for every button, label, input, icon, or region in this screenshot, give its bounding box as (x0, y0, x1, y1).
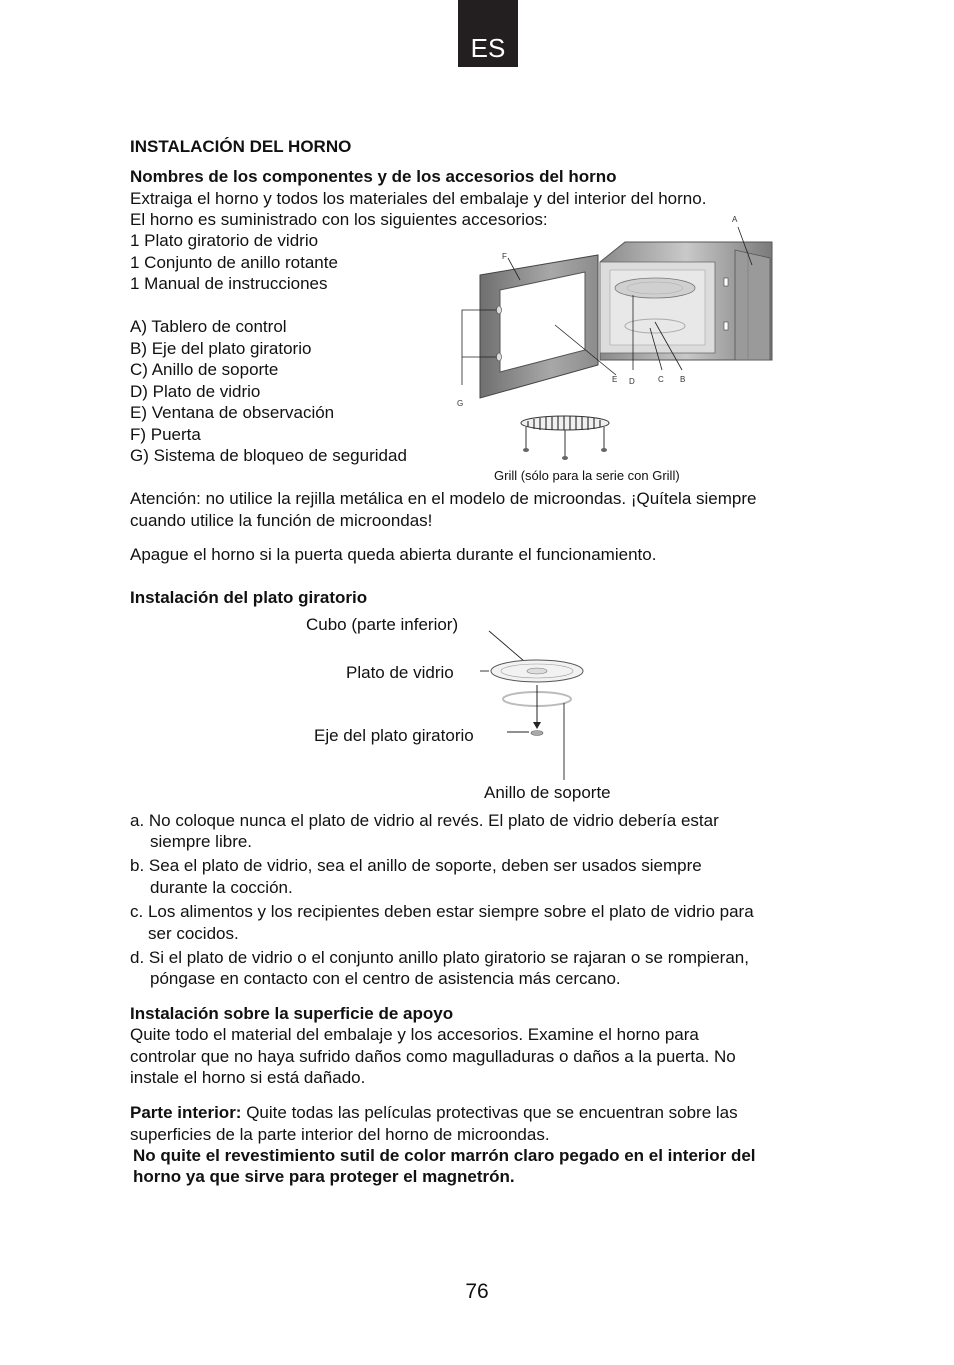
interior-warning-2: horno ya que sirve para proteger el magnetrón. (133, 1167, 515, 1186)
oven-diagram (450, 210, 790, 480)
note-d-line-1: d. Si el plato de vidrio o el conjunto anillo plato giratorio se rajaran o se rompieran, (130, 948, 749, 967)
diagram-letter-g: G (457, 399, 464, 408)
surface-line: instale el horno si está dañado. (130, 1068, 366, 1087)
components-heading: Nombres de los componentes y de los accesorios del horno (130, 167, 617, 186)
diagram-letter-c: C (658, 375, 664, 384)
note-a-line-2: siempre libre. (150, 832, 253, 851)
diagram-letter-f: F (502, 252, 507, 261)
note-b-line-1: b. Sea el plato de vidrio, sea el anillo de soporte, deben ser usados siempre (130, 856, 702, 875)
note-c-line-1: c. Los alimentos y los recipientes deben estar siempre sobre el plato de vidrio para (130, 902, 754, 921)
interior-label: Parte interior: (130, 1103, 242, 1122)
label-ring: Anillo de soporte (484, 783, 611, 802)
interior-text-2: superficies de la parte interior del horno de microondas. (130, 1125, 550, 1144)
diagram-letter-a: A (732, 215, 738, 224)
note-a-line-1: a. No coloque nunca el plato de vidrio al revés. El plato de vidrio debería estar (130, 811, 719, 830)
section-title: INSTALACIÓN DEL HORNO (130, 137, 352, 156)
interior-paragraph (130, 1102, 738, 1124)
label-glass: Plato de vidrio (346, 663, 454, 682)
diagram-letter-e: E (612, 375, 618, 384)
label-hub: Cubo (parte inferior) (306, 615, 459, 634)
diagram-letter-d: D (629, 377, 635, 386)
part-item: B) Eje del plato giratorio (130, 339, 312, 358)
label-shaft: Eje del plato giratorio (314, 726, 474, 745)
switch-off-note: Apague el horno si la puerta queda abierta durante el funcionamiento. (130, 545, 657, 564)
accessory-item: 1 Manual de instrucciones (130, 274, 328, 293)
interior-text-1: Quite todas las películas protectivas que se encuentran sobre las (241, 1103, 738, 1122)
turntable-heading: Instalación del plato giratorio (130, 588, 368, 607)
part-item: E) Ventana de observación (130, 403, 335, 422)
part-item: F) Puerta (130, 425, 201, 444)
surface-line: Quite todo el material del embalaje y los accesorios. Examine el horno para (130, 1025, 699, 1044)
note-d-line-2: póngase en contacto con el centro de asistencia más cercano. (150, 969, 621, 988)
part-item: D) Plato de vidrio (130, 382, 261, 401)
note-b-line-2: durante la cocción. (150, 878, 293, 897)
intro-line-1: Extraiga el horno y todos los materiales del embalaje y del interior del horno. (130, 189, 707, 208)
note-c-line-2: ser cocidos. (148, 924, 239, 943)
intro-line-2: El horno es suministrado con los siguientes accesorios: (130, 210, 548, 229)
interior-warning-1: No quite el revestimiento sutil de color marrón claro pegado en el interior del (133, 1146, 756, 1165)
attention-line-1: Atención: no utilice la rejilla metálica en el modelo de microondas. ¡Quítela siempre (130, 489, 757, 508)
grill-caption: Grill (sólo para la serie con Grill) (494, 468, 680, 483)
language-tab: ES (458, 0, 518, 67)
part-item: A) Tablero de control (130, 317, 287, 336)
surface-line: controlar que no haya sufrido daños como magulladuras o daños a la puerta. No (130, 1047, 736, 1066)
page-number: 76 (465, 1280, 489, 1303)
turntable-diagram (475, 625, 595, 785)
accessory-item: 1 Plato giratorio de vidrio (130, 231, 319, 250)
diagram-letter-b: B (680, 375, 686, 384)
part-item: C) Anillo de soporte (130, 360, 279, 379)
attention-line-2: cuando utilice la función de microondas! (130, 511, 433, 530)
part-item: G) Sistema de bloqueo de seguridad (130, 446, 407, 465)
accessory-item: 1 Conjunto de anillo rotante (130, 253, 338, 272)
surface-heading: Instalación sobre la superficie de apoyo (130, 1004, 454, 1023)
